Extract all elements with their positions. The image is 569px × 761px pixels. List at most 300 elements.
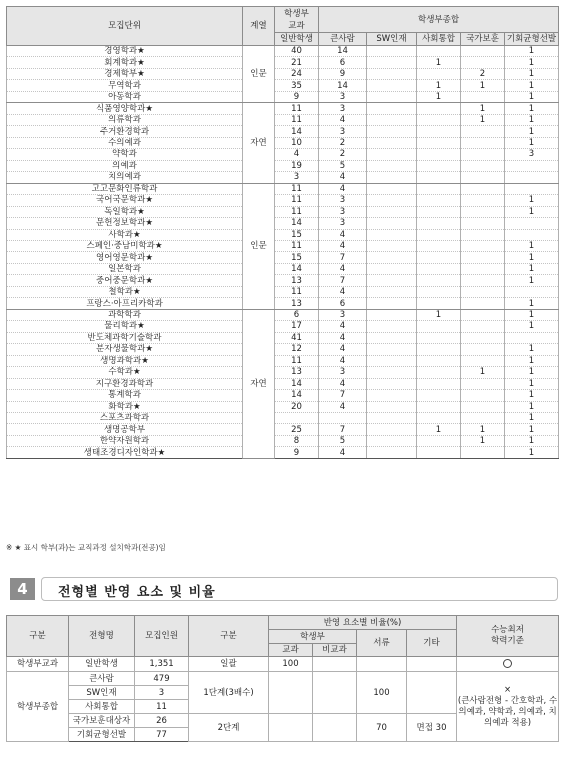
quota-opportunity: 1 [505,57,559,68]
quota-sw [367,298,417,309]
quota-veteran [461,183,505,194]
quota-general: 4 [275,149,319,160]
t2-jonghap-type: 학생부종합 [7,672,69,742]
quota-general: 35 [275,80,319,91]
unit-name: 사학과★ [7,229,243,240]
quota-opportunity: 1 [505,355,559,366]
quota-social [417,172,461,183]
quota-veteran: 1 [461,114,505,125]
table-row [7,355,559,366]
quota-opportunity: 1 [505,275,559,286]
unit-name: 물리학과★ [7,321,243,332]
t2-jonghap-quota: 77 [135,728,189,742]
quota-general: 14 [275,218,319,229]
unit-name: 주거환경학과 [7,126,243,137]
table-row [7,275,559,286]
quota-veteran [461,447,505,458]
quota-big: 5 [319,160,367,171]
quota-veteran [461,195,505,206]
t2-stage2: 2단계 [189,714,269,742]
quota-veteran [461,401,505,412]
quota-big: 3 [319,309,367,320]
table-row [7,103,559,114]
t2-header-csat-line1: 수능최저 [491,625,524,635]
t2-row1-gyogwa: 100 [269,657,313,672]
quota-general: 14 [275,390,319,401]
t2-header-csat-line2: 학력기준 [491,636,524,646]
quota-veteran [461,91,505,102]
quota-big: 14 [319,80,367,91]
header-hakseangbu-top: 학생부 [275,7,319,21]
unit-name: 철학과★ [7,286,243,297]
t2-stage1: 1단계(3배수) [189,672,269,714]
quota-social [417,355,461,366]
quota-social: 1 [417,424,461,435]
quota-social [417,195,461,206]
quota-big [319,413,367,424]
quota-opportunity [505,332,559,343]
quota-sw [367,137,417,148]
unit-name: 의예과 [7,160,243,171]
t2-jonghap-name: 사회통합 [69,700,135,714]
quota-big: 4 [319,401,367,412]
t2-header-docs: 서류 [357,630,407,657]
unit-name: 경영학과★ [7,46,243,57]
field-cell: 자연 [243,103,275,183]
t2-jonghap-quota: 3 [135,686,189,700]
quota-opportunity: 1 [505,424,559,435]
quota-general: 24 [275,68,319,79]
table-row [7,344,559,355]
admission-quota-table [6,6,559,459]
table-row [7,206,559,217]
unit-name: 화학과★ [7,401,243,412]
quota-big: 3 [319,103,367,114]
quota-big: 2 [319,149,367,160]
quota-big: 2 [319,137,367,148]
table-row [7,321,559,332]
quota-sw [367,160,417,171]
quota-veteran [461,149,505,160]
quota-social [417,206,461,217]
quota-general: 11 [275,240,319,251]
header-social: 사회통합 [417,33,461,46]
quota-opportunity: 1 [505,321,559,332]
table-row [7,195,559,206]
field-cell: 인문 [243,183,275,309]
field-cell: 자연 [243,309,275,458]
quota-social [417,413,461,424]
table-row [7,424,559,435]
quota-veteran [461,206,505,217]
table-row [7,172,559,183]
quota-sw [367,240,417,251]
x-mark: × [503,684,512,695]
quota-general: 11 [275,206,319,217]
table-row [7,149,559,160]
quota-sw [367,91,417,102]
unit-name: 생태조경디자인학과★ [7,447,243,458]
t2-stage1-docs: 100 [357,672,407,714]
quota-sw [367,390,417,401]
table-row [7,160,559,171]
quota-general: 11 [275,195,319,206]
quota-general: 20 [275,401,319,412]
t2-jonghap-quota: 479 [135,672,189,686]
quota-social: 1 [417,91,461,102]
selection-ratio-table [6,615,559,742]
t2-jonghap-name: 국가보훈대상자 [69,714,135,728]
unit-name: 프랑스·아프리카학과 [7,298,243,309]
quota-general: 3 [275,172,319,183]
quota-big: 4 [319,114,367,125]
quota-opportunity: 1 [505,378,559,389]
quota-veteran [461,309,505,320]
quota-opportunity: 1 [505,68,559,79]
csat-description: (큰사람전형 - 간호학과, 수의예과, 약학과, 의예과, 치의예과 적용) [457,695,558,728]
quota-general: 8 [275,435,319,446]
quota-sw [367,424,417,435]
table-row [7,367,559,378]
t2-stage1-etc [407,672,457,714]
quota-sw [367,218,417,229]
t2-header-stage: 구분 [189,616,269,657]
unit-name: 생명과학과★ [7,355,243,366]
quota-social [417,240,461,251]
quota-opportunity: 1 [505,114,559,125]
quota-general: 10 [275,137,319,148]
unit-name: 스포츠과학과 [7,413,243,424]
quota-general: 15 [275,229,319,240]
unit-name: 국어국문학과★ [7,195,243,206]
quota-general: 40 [275,46,319,57]
quota-general: 19 [275,160,319,171]
t2-row1-docs [357,657,407,672]
quota-social: 1 [417,80,461,91]
table-row [7,46,559,57]
quota-veteran: 2 [461,68,505,79]
t2-row1-type: 학생부교과 [7,657,69,672]
t2-stage1-gyogwa [269,672,313,714]
table-row [7,263,559,274]
quota-general: 21 [275,57,319,68]
header-opportunity: 기회균형선발 [505,33,559,46]
quota-veteran [461,137,505,148]
quota-veteran [461,252,505,263]
t2-stage2-gyogwa [269,714,313,742]
quota-veteran [461,344,505,355]
quota-general: 6 [275,309,319,320]
quota-big: 4 [319,344,367,355]
quota-general: 25 [275,424,319,435]
unit-name: 중어중문학과★ [7,275,243,286]
quota-sw [367,332,417,343]
quota-social [417,390,461,401]
header-jonghap: 학생부종합 [319,7,559,33]
quota-veteran [461,240,505,251]
quota-big: 4 [319,447,367,458]
quota-social [417,263,461,274]
t2-header-etc: 기타 [407,630,457,657]
table-row [7,240,559,251]
unit-name: 과학학과 [7,309,243,320]
section-header [6,576,558,602]
t2-stage2-docs: 70 [357,714,407,742]
unit-name: 치의예과 [7,172,243,183]
quota-opportunity: 1 [505,195,559,206]
unit-name: 분자생물학과★ [7,344,243,355]
t2-header-type: 구분 [7,616,69,657]
quota-sw [367,80,417,91]
quota-sw [367,367,417,378]
quota-social [417,332,461,343]
quota-sw [367,46,417,57]
quota-opportunity: 1 [505,206,559,217]
unit-name: 영어영문학과★ [7,252,243,263]
quota-big: 4 [319,229,367,240]
t2-header-ratio: 반영 요소별 비율(%) [269,616,457,630]
unit-name: 식품영양학과★ [7,103,243,114]
header-sw: SW인재 [367,33,417,46]
quota-veteran: 1 [461,103,505,114]
unit-name: 통계학과 [7,390,243,401]
quota-veteran [461,229,505,240]
quota-general: 11 [275,114,319,125]
quota-veteran [461,57,505,68]
unit-name: 수학과★ [7,367,243,378]
t2-header-hakseangbu: 학생부 [269,630,357,644]
quota-social [417,435,461,446]
unit-name: 생명공학부 [7,424,243,435]
quota-general: 12 [275,344,319,355]
quota-veteran [461,355,505,366]
quota-veteran: 1 [461,424,505,435]
quota-veteran [461,46,505,57]
quota-general: 14 [275,263,319,274]
quota-big: 5 [319,435,367,446]
table-row [7,390,559,401]
quota-opportunity: 1 [505,367,559,378]
t2-header-gyogwa: 교과 [269,644,313,657]
quota-general: 11 [275,355,319,366]
quota-veteran: 1 [461,80,505,91]
quota-social [417,321,461,332]
quota-social [417,218,461,229]
table-row [7,57,559,68]
quota-general: 13 [275,298,319,309]
quota-general: 13 [275,275,319,286]
quota-veteran [461,160,505,171]
quota-sw [367,447,417,458]
section-number: 4 [10,578,35,600]
quota-sw [367,195,417,206]
unit-name: 일본학과 [7,263,243,274]
quota-veteran [461,218,505,229]
quota-sw [367,344,417,355]
header-veteran: 국가보훈 [461,33,505,46]
quota-big: 7 [319,275,367,286]
table-row [7,68,559,79]
quota-sw [367,321,417,332]
quota-big: 9 [319,68,367,79]
unit-name: 회계학과★ [7,57,243,68]
quota-big: 4 [319,172,367,183]
quota-opportunity: 1 [505,344,559,355]
quota-veteran [461,413,505,424]
quota-social [417,126,461,137]
t2-header-csat [457,616,559,657]
table-row [7,413,559,424]
t2-jonghap-name: 큰사람 [69,672,135,686]
t2-stage2-bigyogwa [313,714,357,742]
quota-sw [367,401,417,412]
quota-veteran [461,126,505,137]
quota-general: 9 [275,91,319,102]
quota-veteran: 1 [461,367,505,378]
field-cell: 인문 [243,46,275,103]
quota-opportunity: 1 [505,263,559,274]
header-field: 계열 [243,7,275,46]
quota-opportunity: 1 [505,126,559,137]
table-row [7,218,559,229]
table-row [7,435,559,446]
quota-social [417,344,461,355]
table-row [7,447,559,458]
quota-big: 4 [319,263,367,274]
quota-general: 11 [275,286,319,297]
quota-opportunity: 1 [505,447,559,458]
quota-sw [367,149,417,160]
t2-header-quota: 모집인원 [135,616,189,657]
quota-social [417,183,461,194]
quota-opportunity: 1 [505,103,559,114]
table-row [7,252,559,263]
quota-opportunity: 1 [505,240,559,251]
quota-sw [367,126,417,137]
quota-big: 4 [319,286,367,297]
unit-name: 의류학과 [7,114,243,125]
t2-row1-bigyogwa [313,657,357,672]
quota-opportunity: 1 [505,298,559,309]
quota-veteran: 1 [461,435,505,446]
quota-sw [367,172,417,183]
quota-big: 4 [319,240,367,251]
quota-social [417,103,461,114]
t2-stage1-bigyogwa [313,672,357,714]
quota-sw [367,309,417,320]
quota-general: 41 [275,332,319,343]
quota-sw [367,206,417,217]
quota-big: 3 [319,218,367,229]
table-row [7,229,559,240]
quota-big: 7 [319,424,367,435]
quota-veteran [461,172,505,183]
quota-opportunity: 1 [505,137,559,148]
unit-name: 약학과 [7,149,243,160]
unit-name: 무역학과 [7,80,243,91]
quota-social [417,447,461,458]
quota-opportunity [505,172,559,183]
quota-big: 3 [319,367,367,378]
quota-social [417,46,461,57]
quota-opportunity [505,183,559,194]
header-unit: 모집단위 [7,7,243,46]
quota-social [417,137,461,148]
quota-sw [367,252,417,263]
quota-opportunity [505,160,559,171]
quota-sw [367,229,417,240]
table-row [7,114,559,125]
quota-sw [367,413,417,424]
unit-name: 고고문화인류학과 [7,183,243,194]
t2-jonghap-name: SW인재 [69,686,135,700]
circle-mark-icon [503,659,512,668]
quota-sw [367,263,417,274]
table-row [7,183,559,194]
quota-general: 13 [275,367,319,378]
quota-social [417,378,461,389]
quota-veteran [461,286,505,297]
quota-big: 14 [319,46,367,57]
t2-jonghap-quota: 11 [135,700,189,714]
quota-social [417,275,461,286]
quota-social [417,401,461,412]
quota-opportunity: 1 [505,413,559,424]
section-title: 전형별 반영 요소 및 비율 [58,585,216,600]
t2-row1-etc [407,657,457,672]
quota-veteran [461,275,505,286]
quota-general: 9 [275,447,319,458]
unit-name: 한약자원학과 [7,435,243,446]
quota-big: 3 [319,126,367,137]
table-row [7,137,559,148]
table-row [7,309,559,320]
quota-veteran [461,321,505,332]
quota-opportunity: 3 [505,149,559,160]
quota-big: 3 [319,195,367,206]
header-big: 큰사람 [319,33,367,46]
t2-row1-name: 일반학생 [69,657,135,672]
quota-general: 11 [275,103,319,114]
quota-general [275,413,319,424]
quota-sw [367,57,417,68]
quota-big: 6 [319,298,367,309]
unit-name: 경제학부★ [7,68,243,79]
quota-opportunity: 1 [505,91,559,102]
quota-sw [367,183,417,194]
quota-opportunity [505,286,559,297]
quota-sw [367,275,417,286]
quota-big: 4 [319,378,367,389]
quota-big: 6 [319,57,367,68]
quota-big: 3 [319,206,367,217]
quota-sw [367,114,417,125]
quota-veteran [461,390,505,401]
t2-jonghap-name: 기회균형선발 [69,728,135,742]
t2-jonghap-quota: 26 [135,714,189,728]
quota-general: 14 [275,378,319,389]
unit-name: 스페인·중남미학과★ [7,240,243,251]
table-row [7,401,559,412]
quota-social [417,252,461,263]
quota-opportunity: 1 [505,309,559,320]
quota-social [417,286,461,297]
unit-name: 지구환경과학과 [7,378,243,389]
t2-row1-quota: 1,351 [135,657,189,672]
t2-row1-csat [457,657,559,672]
quota-opportunity: 1 [505,401,559,412]
table-row [7,91,559,102]
